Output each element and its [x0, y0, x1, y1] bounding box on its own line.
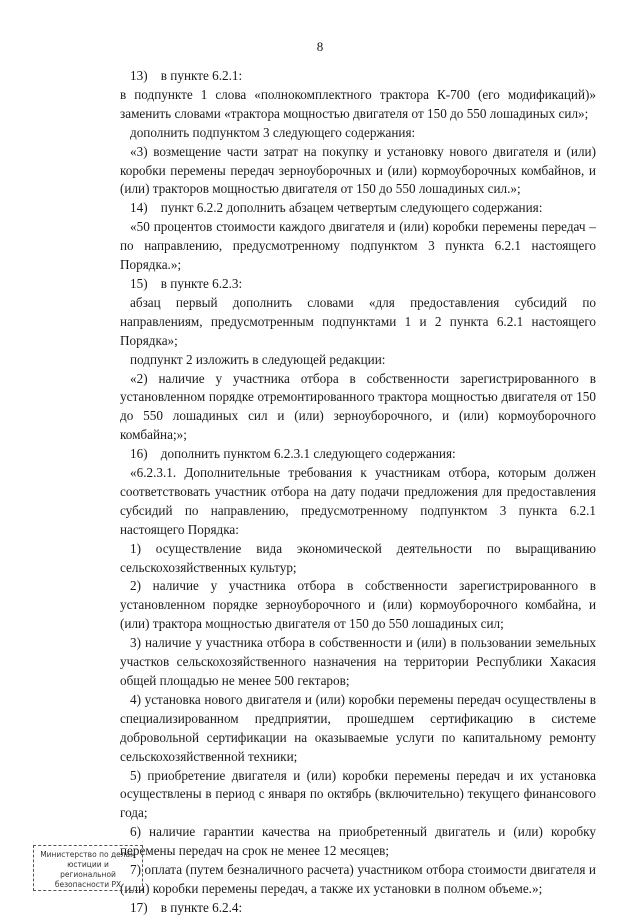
paragraph: в подпункте 1 слова «полнокомплектного трактора К-700 (его модификаций)» заменить словами «трактора мощностью двигателя от 150 до 550 лошадиных сил»; [120, 86, 596, 121]
paragraph: абзац первый дополнить словами «для предоставления субсидий по направлениям, предусмотренным подпунктами 1 и 2 пункта 6.2.1 настоящего Порядка»; [120, 294, 596, 348]
paragraph: 17) в пункте 6.2.4: [130, 899, 243, 915]
paragraph: «6.2.3.1. Дополнительные требования к участникам отбора, которым должен соответствовать участник отбора на дату подачи предложения для предоставления субсидий по направлению, предусмотренному подпунктом 3 пункта 6.2.1 настоящего Порядка: [120, 465, 596, 537]
stamp-line: юстиции и региональной [60, 860, 116, 879]
paragraph: дополнить подпунктом 3 следующего содержания: [130, 124, 416, 140]
paragraph: 4) установка нового двигателя и (или) коробки перемены передач осуществлены в специализированном предприятии, прошедшем сертификацию в системе добровольной сертификации на оказываемые услуги по капитальному ремонту сельскохозяйственной техники; [120, 691, 596, 764]
paragraph: 3) наличие у участника отбора в собственности и (или) в пользовании земельных участков сельскохозяйственного назначения на территории Республики Хакасия общей площадью не менее 500 гектаров; [120, 635, 596, 688]
paragraph: «50 процентов стоимости каждого двигателя и (или) коробки перемены передач – по направлению, предусмотренному подпунктом 3 пункта 6.2.1 настоящего Порядка.»; [120, 219, 596, 273]
document-body [120, 67, 596, 918]
paragraph: 16) дополнить пунктом 6.2.3.1 следующего содержания: [130, 446, 456, 462]
paragraph: 14) пункт 6.2.2 дополнить абзацем четвертым следующего содержания: [130, 200, 543, 216]
paragraph: 13) в пункте 6.2.1: [130, 68, 243, 83]
stamp-line: Министерство по делам [40, 850, 136, 859]
paragraph: 5) приобретение двигателя и (или) коробки перемены передач и их установка осуществлены в период с января по октябрь (включительно) текущего финансового года; [120, 767, 596, 821]
registration-stamp [33, 845, 143, 891]
paragraph: 1) осуществление вида экономической деятельности по выращиванию сельскохозяйственных культур; [120, 540, 596, 575]
paragraph: 2) наличие у участника отбора в собственности зарегистрированного в установленном порядке зерноуборочного и (или) кормоуборочного комбайна, и (или) трактора мощностью двигателя от 150 до 550 лошадиных сил; [120, 578, 596, 632]
paragraph: 7) оплата (путем безналичного расчета) участником отбора стоимости двигателя и (или) коробки перемены передач, а также их установки в полном объеме.»; [120, 862, 596, 896]
paragraph: 15) в пункте 6.2.3: [130, 275, 243, 291]
stamp-line: безопасности РХ [54, 880, 122, 889]
page-number: 8 [316, 39, 324, 54]
paragraph: «3) возмещение части затрат на покупку и установку нового двигателя и (или) коробки перемены передач зерноуборочных и (или) кормоуборочных комбайнов, и (или) тракторов мощностью двигателя от 150 до 550 лошадиных сил.»; [120, 143, 596, 197]
paragraph: 6) наличие гарантии качества на приобретенный двигатель и (или) коробку перемены передач на срок не менее 12 месяцев; [120, 824, 596, 859]
paragraph: «2) наличие у участника отбора в собственности зарегистрированного в установленном порядке отремонтированного трактора мощностью двигателя от 150 до 550 лошадиных сил и (или) зерноуборочного, и (или) кормоуборочного комбайна;»; [120, 370, 596, 443]
paragraph: подпункт 2 изложить в следующей редакции: [130, 351, 386, 367]
